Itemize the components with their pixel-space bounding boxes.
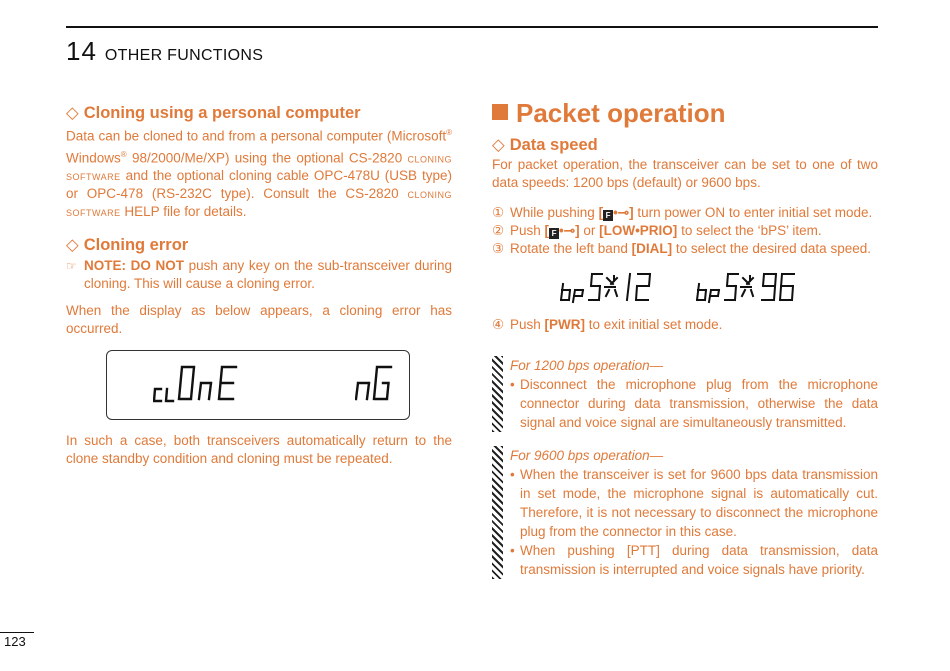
hatch-marker xyxy=(492,446,503,579)
bps9600-block xyxy=(492,446,878,579)
right-column xyxy=(492,96,878,579)
clone-ng-lcd-display xyxy=(106,350,410,420)
bps9600-item-2: • When pushing [PTT] during data transmission, data transmission is interrupted and voice signals have priority. xyxy=(510,543,878,577)
lock-key-icon: •⊸ xyxy=(613,205,630,220)
error-paragraph-2: In such a case, both transceivers automatically return to the clone standby condition and cloning must be repeated. xyxy=(66,433,452,466)
bps9600-item-1: • When the transceiver is set for 9600 bps data transmission in set mode, the microphone signal is automatically cut. Therefore, it is not necessary to disconnect the microphone plug from the connector in this case. xyxy=(510,467,878,539)
lock-key-icon: •⊸ xyxy=(559,223,576,238)
hatch-marker xyxy=(492,356,503,432)
steps-list xyxy=(492,204,878,334)
packet-operation-title: Packet operation xyxy=(492,96,878,130)
bps1200-item: • Disconnect the microphone plug from the microphone connector during data transmission, otherwise the data signal and voice signal are simultaneously transmitted. xyxy=(510,377,878,430)
data-speed-heading: ◇ Data speed xyxy=(492,136,598,154)
data-speed-intro: For packet operation, the transceiver can be set to one of two data speeds: 1200 bps (default) or 9600 bps. xyxy=(492,157,878,190)
chapter-title: OTHER FUNCTIONS xyxy=(104,47,264,64)
cloning-error-heading: ◇ Cloning error xyxy=(66,236,189,254)
lcd-ng-text xyxy=(355,365,405,401)
lcd-bps-1200 xyxy=(560,272,670,304)
chapter-number: 14 xyxy=(66,36,97,66)
step-1: ① While pushing [ F •⊸] turn power ON to enter initial set mode. xyxy=(492,205,873,220)
diamond-icon: ◇ xyxy=(492,136,505,154)
step-3: ③ Rotate the left band [DIAL] to select the desired data speed. xyxy=(492,241,871,256)
error-paragraph-1: When the display as below appears, a cloning error has occurred. xyxy=(66,303,452,336)
top-rule xyxy=(66,26,878,28)
diamond-icon: ◇ xyxy=(66,104,79,122)
step-4: ④ Push [PWR] to exit initial set mode. xyxy=(492,317,723,332)
f-key-icon: F xyxy=(603,210,613,221)
note-text: push any key on the sub-transceiver during cloning. This will cause a cloning error. xyxy=(84,258,452,291)
pointing-hand-icon: ☞ xyxy=(66,259,77,273)
diamond-icon: ◇ xyxy=(66,236,79,254)
chapter-header xyxy=(66,36,263,67)
bps9600-title: For 9600 bps operation— xyxy=(510,448,664,463)
cloning-pc-paragraph: Data can be cloned to and from a personal computer (Microsoft® Windows® 98/2000/Me/XP) using the optional CS-2820 cloning software and the optional cloning cable OPC-478U (USB type) or OPC-478 (RS-232C type). Consult the CS-2820 cloning software HELP file for details. xyxy=(66,128,452,219)
square-bullet-icon xyxy=(492,104,508,120)
bps1200-title: For 1200 bps operation— xyxy=(510,358,664,373)
left-column xyxy=(66,102,452,468)
note xyxy=(66,257,452,293)
page-number: 123 xyxy=(0,632,34,651)
bps-lcd-displays xyxy=(560,272,878,306)
lcd-clone-text xyxy=(153,363,253,403)
bps1200-block xyxy=(492,356,878,432)
cloning-pc-heading: ◇ Cloning using a personal computer xyxy=(66,104,361,122)
step-2: ② Push [ F •⊸] or [LOW•PRIO] to select the ‘bPS’ item. xyxy=(492,223,822,238)
lcd-bps-9600 xyxy=(696,272,806,304)
f-key-icon: F xyxy=(549,228,559,239)
note-label: NOTE: DO NOT xyxy=(84,258,184,273)
